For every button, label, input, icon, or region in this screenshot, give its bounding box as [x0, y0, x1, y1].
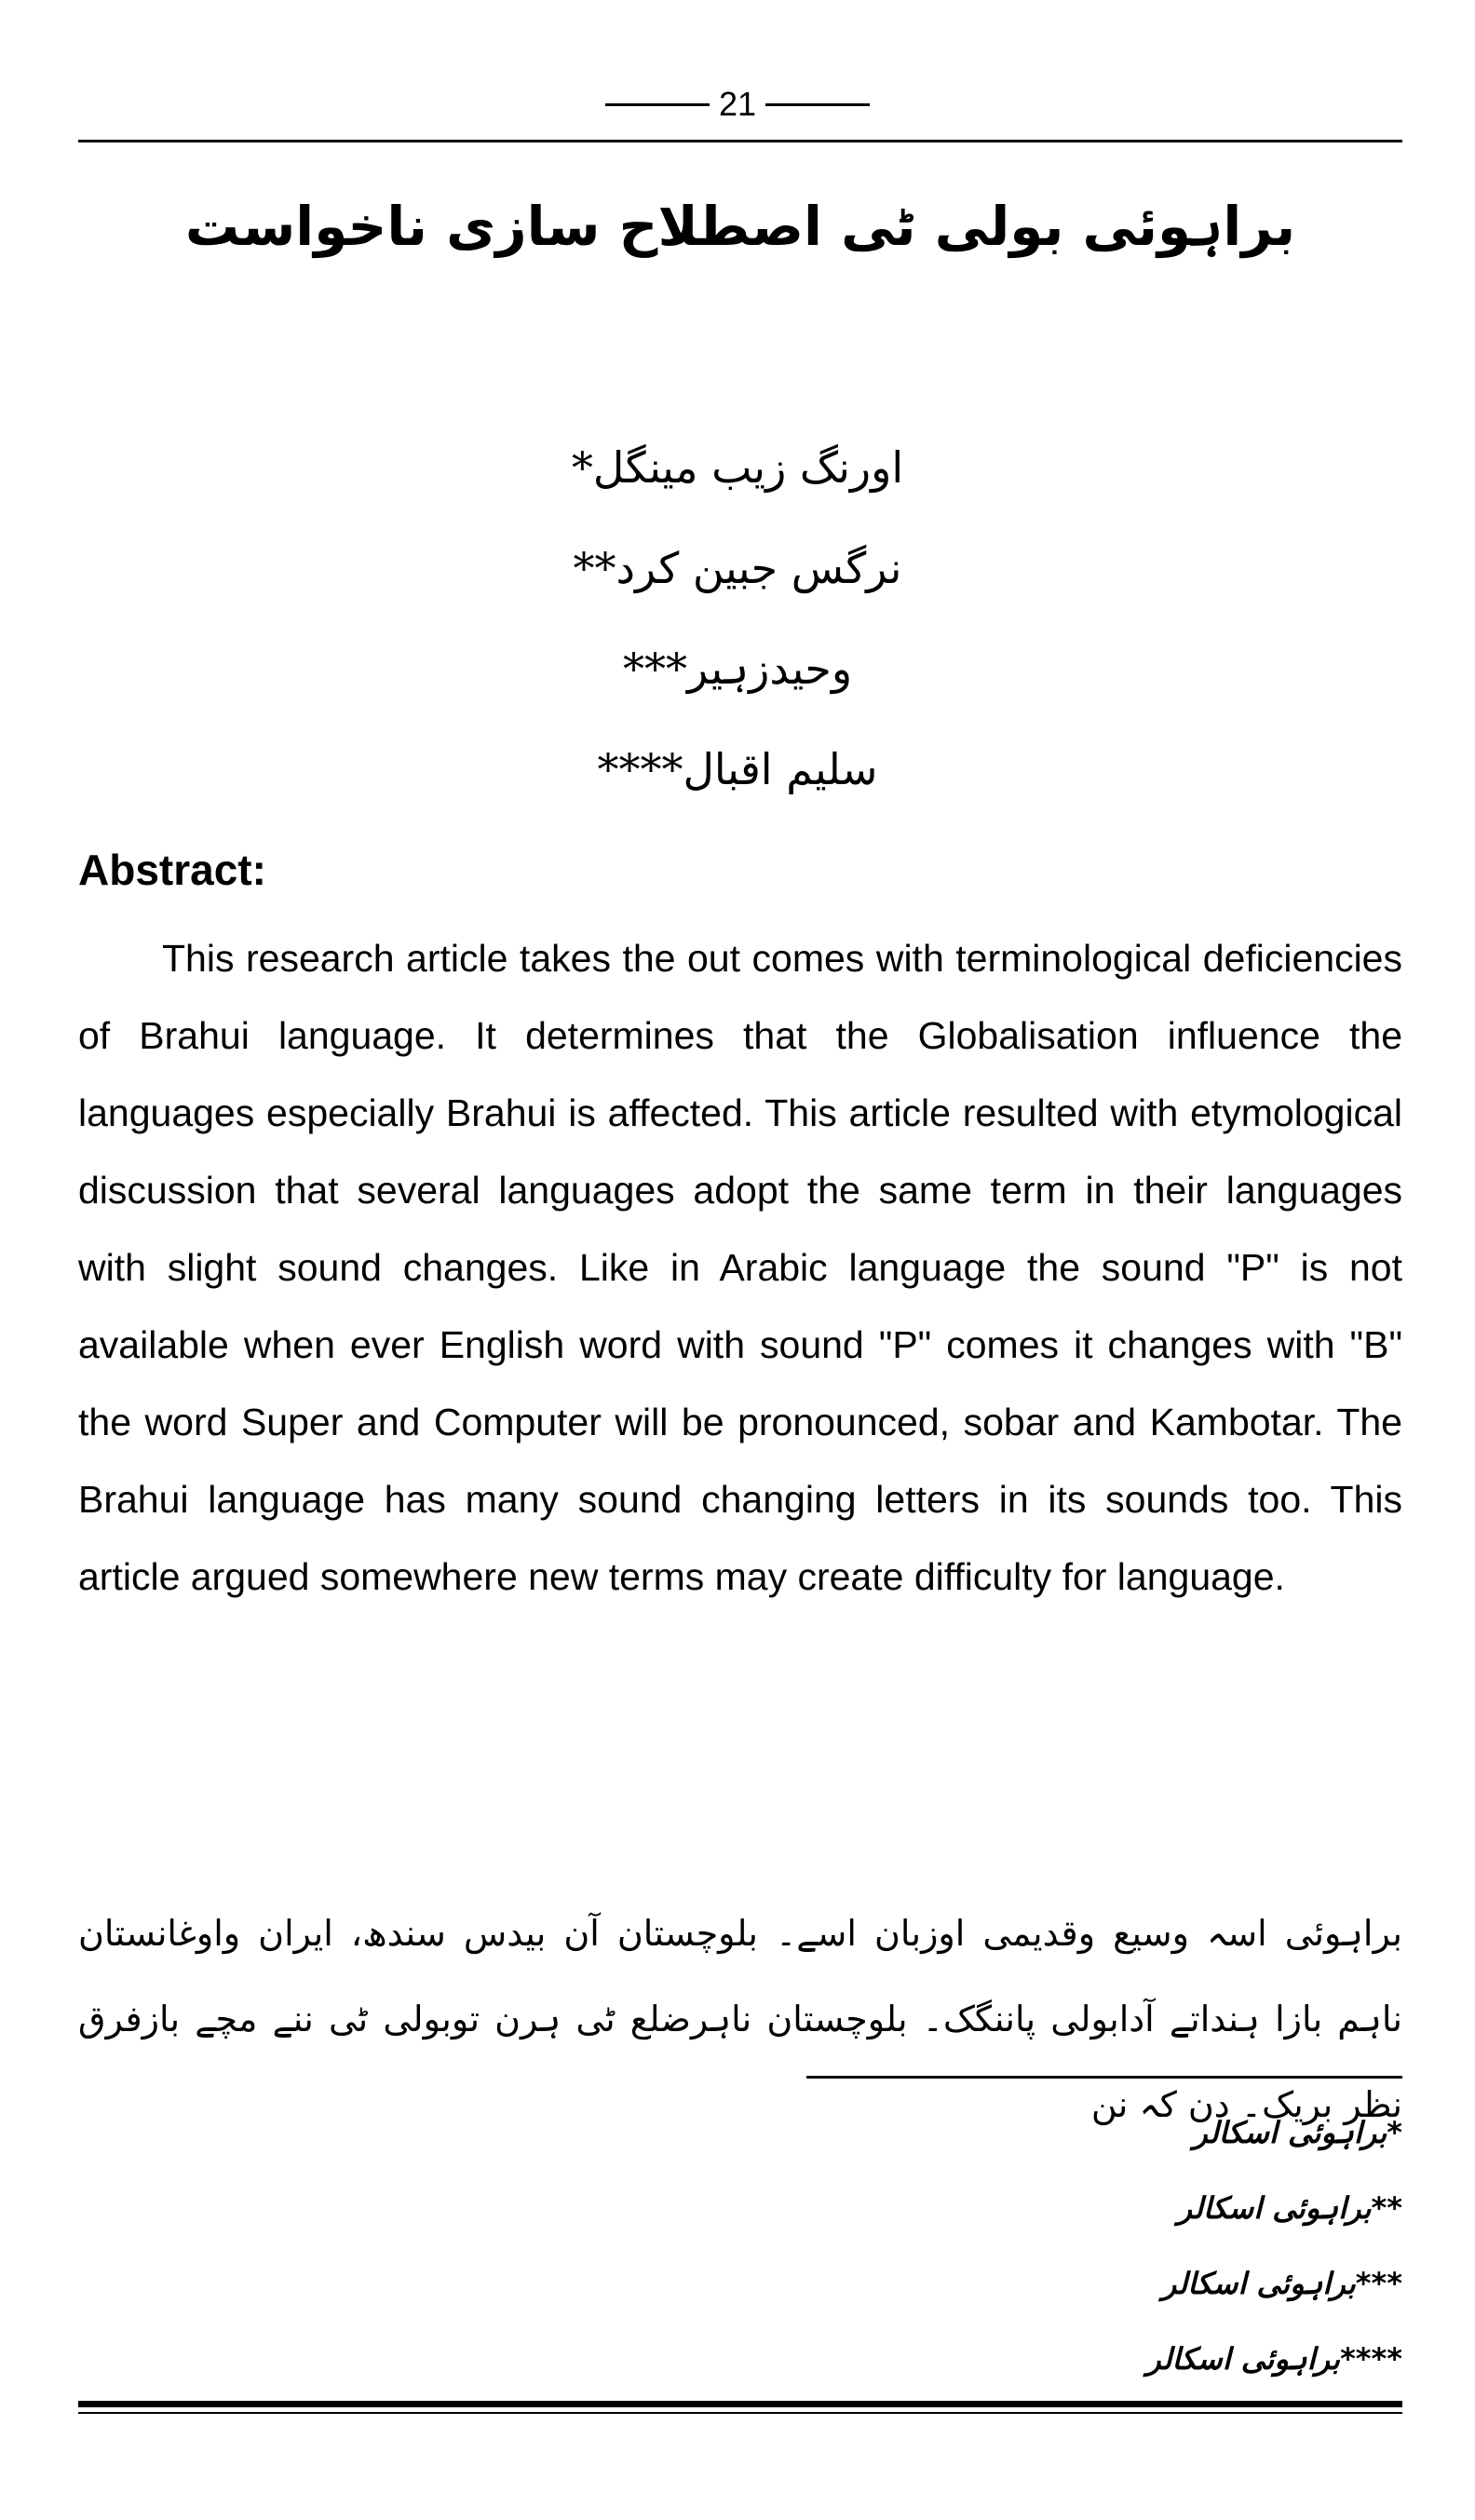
footnote-list: [806, 2095, 1402, 2397]
abstract-text: This research article takes the out comes with terminological deficiencies of Brahui language. It determines that the Globalisation influence the languages especially Brahui is affected. This article resulted with etymological discussion that several languages adopt the same term in their languages with slight sound changes. Like in Arabic language the sound "P" is not available when ever English word with sound "P" comes it changes with "B" the word Super and Computer will be pronounced, sobar and Kambotar. The Brahui language has many sound changing letters in its sounds too. This article argued somewhere new terms may create difficulty for language.: [78, 937, 1402, 1598]
footnote: *براہوئی اسکالر: [1193, 2115, 1402, 2150]
footer-rule-thick: [78, 2401, 1402, 2407]
author-name: اورنگ زیب مینگل*: [571, 442, 904, 493]
header-rule: [78, 140, 1402, 142]
page-number-dash-left: [605, 103, 710, 106]
article-title: براہوئی بولی ٹی اصطلاح سازی ناخواست: [184, 195, 1296, 258]
body-paragraph: براہوئی اسہ وسیع وقدیمی اوزبان اسے۔ بلوچستان آن بیدس سندھ، ایران واوغانستان ناہم بازا ہنداتے آدابولی پاننگک۔ بلوچستان ناہرضلع ٹی ہرن توبولی ٹی ننے مچے بازفرق نظر بریک۔ دن کہ نن: [78, 1913, 1402, 2125]
page-number-dash-right: [765, 103, 870, 106]
footnote-rule: [806, 2076, 1402, 2079]
author-name: نرگس جبین کرد**: [573, 543, 902, 593]
author-list: [0, 417, 1475, 820]
author-name: سلیم اقبال****: [597, 744, 878, 794]
page-number-text: 21: [718, 85, 757, 123]
page-number: [0, 86, 1475, 123]
footer-rule-thin: [78, 2412, 1402, 2414]
footnote: ***براہوئی اسکالر: [1161, 2266, 1402, 2301]
author-name: وحیدزہیر***: [622, 644, 853, 694]
footnote: **براہوئی اسکالر: [1177, 2190, 1402, 2226]
abstract-heading: Abstract:: [78, 846, 266, 894]
footnote: ****براہوئی اسکالر: [1146, 2341, 1402, 2377]
